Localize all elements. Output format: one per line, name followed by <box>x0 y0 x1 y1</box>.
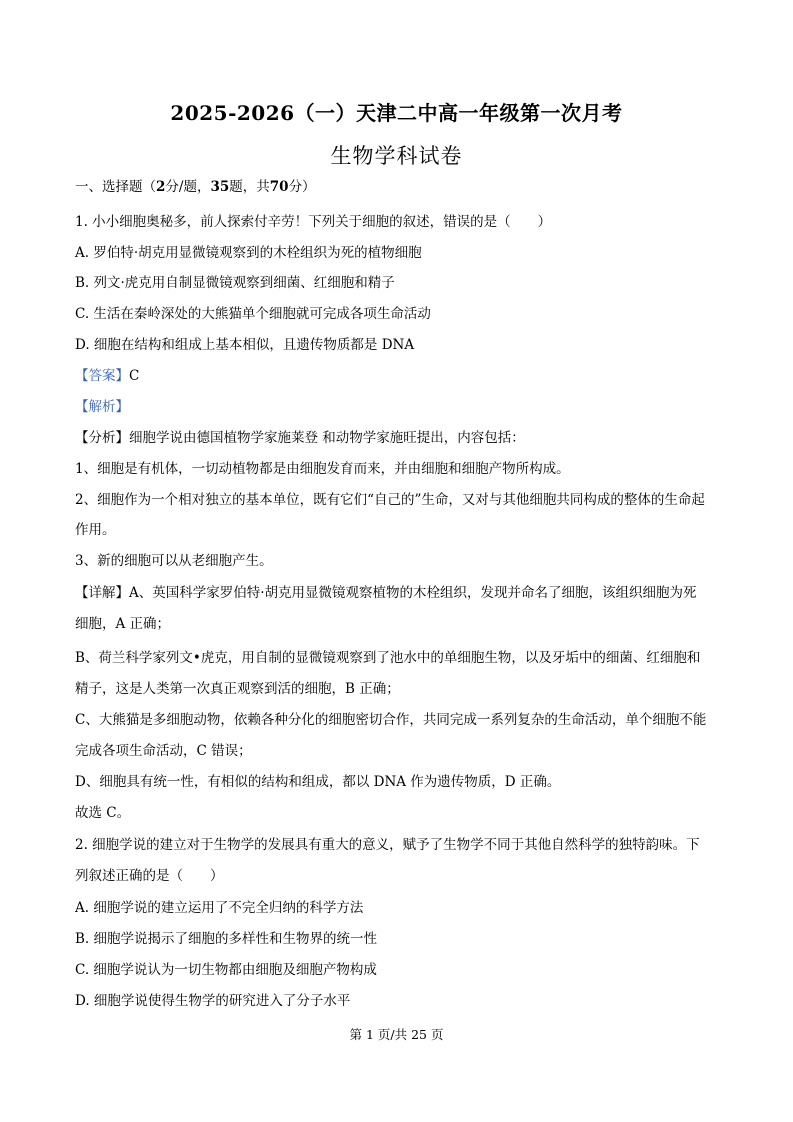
score-per-question: 2 <box>156 179 166 195</box>
fenxi-tag: 【分析】 <box>75 430 129 446</box>
exam-subtitle: 生物学科试卷 <box>330 144 463 168</box>
q2-option-c: C. 细胞学说认为一切生物都由细胞及细胞产物构成 <box>75 962 377 978</box>
q1-conclusion: 故选 C。 <box>75 805 131 821</box>
fenxi-text: 细胞学说由德国植物学家施莱登 和动物学家施旺提出，内容包括： <box>129 430 525 446</box>
section-heading-prefix: 一、选择题（ <box>75 179 156 195</box>
q1-option-d: D. 细胞在结构和组成上基本相似，且遗传物质都是 DNA <box>75 337 415 353</box>
q1-point-1: 1、细胞是有机体，一切动植物都是由细胞发育而来，并由细胞和细胞产物所构成。 <box>75 461 570 477</box>
q1-detail-d: D、细胞具有统一性，有相似的结构和组成，都以 DNA 作为遗传物质，D 正确。 <box>75 774 561 790</box>
q1-option-c: C. 生活在秦岭深处的大熊猫单个细胞就可完成各项生命活动 <box>75 306 431 322</box>
q2-option-d: D. 细胞学说使得生物学的研究进入了分子水平 <box>75 993 351 1009</box>
q2-stem-line-2: 列叙述正确的是（ ） <box>75 868 224 884</box>
section-unit-2: 题，共 <box>229 179 270 195</box>
question-count: 35 <box>210 179 230 195</box>
q2-option-b: B. 细胞学说揭示了细胞的多样性和生物界的统一性 <box>75 931 378 947</box>
answer-value: C <box>129 368 140 384</box>
q1-option-a: A. 罗伯特·胡克用显微镜观察到的木栓组织为死的植物细胞 <box>75 245 422 261</box>
q1-point-2-cont: 作用。 <box>75 522 116 538</box>
q1-detail-a <box>75 584 725 602</box>
section-unit-3: 分） <box>288 179 316 195</box>
q1-stem: 1. 小小细胞奥秘多，前人探索付辛劳！下列关于细胞的叙述，错误的是（ ） <box>75 214 552 230</box>
q2-stem-line-1: 2. 细胞学说的建立对于生物学的发展具有重大的意义，赋予了生物学不同于其他自然科学的独特韵味。下 <box>75 837 700 853</box>
section-unit-1: 分/题， <box>165 179 211 195</box>
q1-detail-a-cont: 细胞，A 正确； <box>75 616 171 632</box>
q1-option-b: B. 列文·虎克用自制显微镜观察到细菌、红细胞和精子 <box>75 275 395 291</box>
q1-detail-c: C、大熊猫是多细胞动物，依赖各种分化的细胞密切合作，共同完成一系列复杂的生命活动，单个细胞不能 <box>75 712 707 728</box>
q1-fenxi <box>75 429 725 447</box>
q1-detail-b: B、荷兰科学家列文•虎克，用自制的显微镜观察到了池水中的单细胞生物，以及牙垢中的细菌、红细胞和 <box>75 650 701 666</box>
q1-detail-c-cont: 完成各项生命活动，C 错误； <box>75 743 252 759</box>
detail-tag: 【详解】 <box>75 585 129 601</box>
analysis-tag: 【解析】 <box>75 399 129 415</box>
q1-point-3: 3、新的细胞可以从老细胞产生。 <box>75 553 273 569</box>
answer-tag: 【答案】 <box>75 368 129 384</box>
q1-point-2: 2、细胞作为一个相对独立的基本单位，既有它们“自己的”生命，又对与其他细胞共同构成的整体的生命起 <box>75 492 705 508</box>
q1-answer <box>75 367 725 385</box>
total-score: 70 <box>269 179 289 195</box>
exam-title: 2025-2026（一）天津二中高一年级第一次月考 <box>170 101 623 125</box>
section-heading <box>75 178 725 196</box>
q1-detail-b-cont: 精子，这是人类第一次真正观察到活的细胞，B 正确； <box>75 681 400 697</box>
q2-option-a: A. 细胞学说的建立运用了不完全归纳的科学方法 <box>75 900 364 916</box>
detail-a-text: A、英国科学家罗伯特·胡克用显微镜观察植物的木栓组织，发现并命名了细胞，该组织细胞为死 <box>129 585 697 601</box>
page-number: 第 1 页/共 25 页 <box>349 1027 444 1042</box>
